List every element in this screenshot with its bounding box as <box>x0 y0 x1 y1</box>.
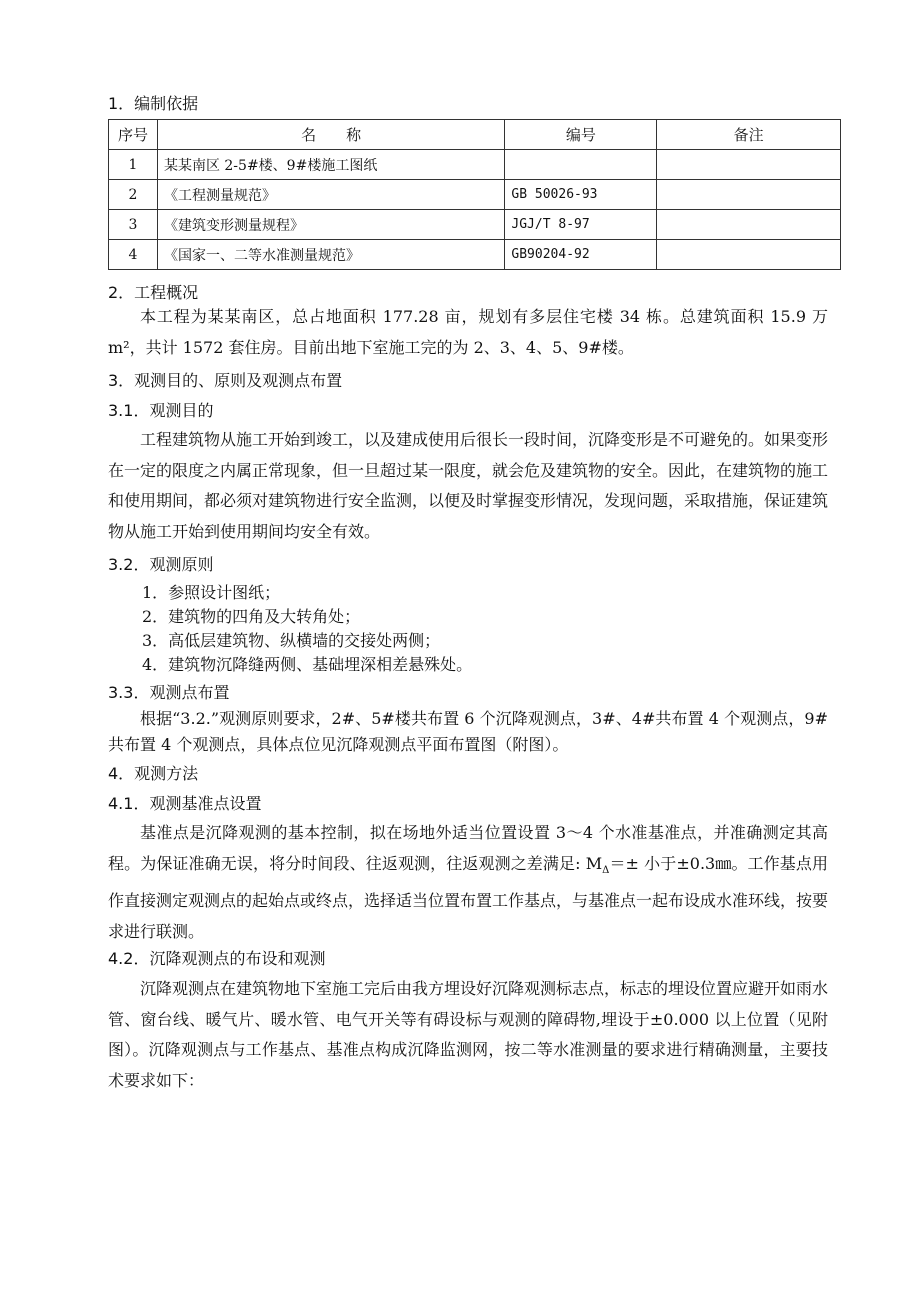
reference-table <box>108 119 841 270</box>
cell-no: 1 <box>109 150 158 180</box>
header-code: 编号 <box>505 120 657 150</box>
cell-code: GB90204-92 <box>505 240 657 270</box>
cell-note <box>657 180 841 210</box>
list-item: 2．建筑物的四角及大转角处； <box>142 607 361 626</box>
section-4-2-heading: 4.2．沉降观测点的布设和观测 <box>108 949 326 968</box>
header-note: 备注 <box>657 120 841 150</box>
section-3-2-heading: 3.2．观测原则 <box>108 555 214 574</box>
cell-name: 《建筑变形测量规程》 <box>157 210 504 240</box>
table-row <box>109 210 841 240</box>
section-3-3-heading: 3.3．观测点布置 <box>108 683 230 702</box>
cell-code: JGJ/T 8-97 <box>505 210 657 240</box>
section-4-heading: 4．观测方法 <box>108 764 199 783</box>
header-name: 名 称 <box>157 120 504 150</box>
list-item: 1．参照设计图纸； <box>142 583 281 602</box>
cell-note <box>657 240 841 270</box>
cell-code: GB 50026-93 <box>505 180 657 210</box>
section-3-3-paragraph: 根据“3.2.”观测原则要求，2#、5#楼共布置 6 个沉降观测点，3#、4#共布置 4 个观测点，9#共布置 4 个观测点，具体点位见沉降观测点平面布置图（附图）。 <box>108 709 828 754</box>
para-part-a: 基准点是沉降观测的基本控制，拟在场地外适当位置设置 3～4 个水准基准点，并准确测定其高程。为保证准确无误，将分时间段、往返观测，往返观测之差满足: M <box>108 823 828 873</box>
section-3-1-paragraph: 工程建筑物从施工开始到竣工，以及建成使用后很长一段时间，沉降变形是不可避免的。如果变形在一定的限度之内属正常现象，但一旦超过某一限度，就会危及建筑物的安全。因此，在建筑物的施工和使用期间，都必须对建筑物进行安全监测，以便及时掌握变形情况，发现问题，采取措施，保证建筑物从施工开始到使用期间均安全有效。 <box>108 430 829 541</box>
header-no: 序号 <box>109 120 158 150</box>
section-2-heading: 2．工程概况 <box>108 283 199 302</box>
cell-note <box>657 150 841 180</box>
para-part-b: ＝± 小于±0.3㎜。工作基点用作直接测定观测点的起始点或终点，选择适当位置布置工作基点，与基准点一起布设成水准环线，按要求进行联测。 <box>108 853 829 941</box>
cell-name: 《工程测量规范》 <box>157 180 504 210</box>
cell-no: 4 <box>109 240 158 270</box>
list-item: 3．高低层建筑物、纵横墙的交接处两侧； <box>142 631 441 650</box>
cell-name: 某某南区 2-5#楼、9#楼施工图纸 <box>157 150 504 180</box>
cell-no: 3 <box>109 210 158 240</box>
section-4-2-paragraph: 沉降观测点在建筑物地下室施工完后由我方埋设好沉降观测标志点，标志的埋设位置应避开如雨水管、窗台线、暖气片、暖水管、电气开关等有碍设标与观测的障碍物,埋设于±0.000 以上位置（见附图）。沉降观测点与工作基点、基准点构成沉降监测网，按二等水准测量的要求进行精确测量，主要技术要求如下： <box>108 979 829 1090</box>
table-row <box>109 180 841 210</box>
section-3-heading: 3．观测目的、原则及观测点布置 <box>108 371 343 390</box>
section-3-1-heading: 3.1．观测目的 <box>108 401 214 420</box>
cell-note <box>657 210 841 240</box>
section-2-paragraph: 本工程为某某南区，总占地面积 177.28 亩，规划有多层住宅楼 34 栋。总建筑面积 15.9 万 m²，共计 1572 套住房。目前出地下室施工完的为 2、3、4、5、9#楼。 <box>108 307 828 357</box>
table-header-row <box>109 120 841 150</box>
delta-subscript: Δ <box>602 864 610 876</box>
section-4-1-heading: 4.1．观测基准点设置 <box>108 794 262 813</box>
table-row <box>109 150 841 180</box>
cell-code <box>505 150 657 180</box>
cell-no: 2 <box>109 180 158 210</box>
section-1-heading: 1．编制依据 <box>108 94 199 113</box>
section-4-1-paragraph <box>108 818 828 947</box>
table-row <box>109 240 841 270</box>
cell-name: 《国家一、二等水准测量规范》 <box>157 240 504 270</box>
list-item: 4．建筑物沉降缝两侧、基础埋深相差悬殊处。 <box>142 655 473 674</box>
